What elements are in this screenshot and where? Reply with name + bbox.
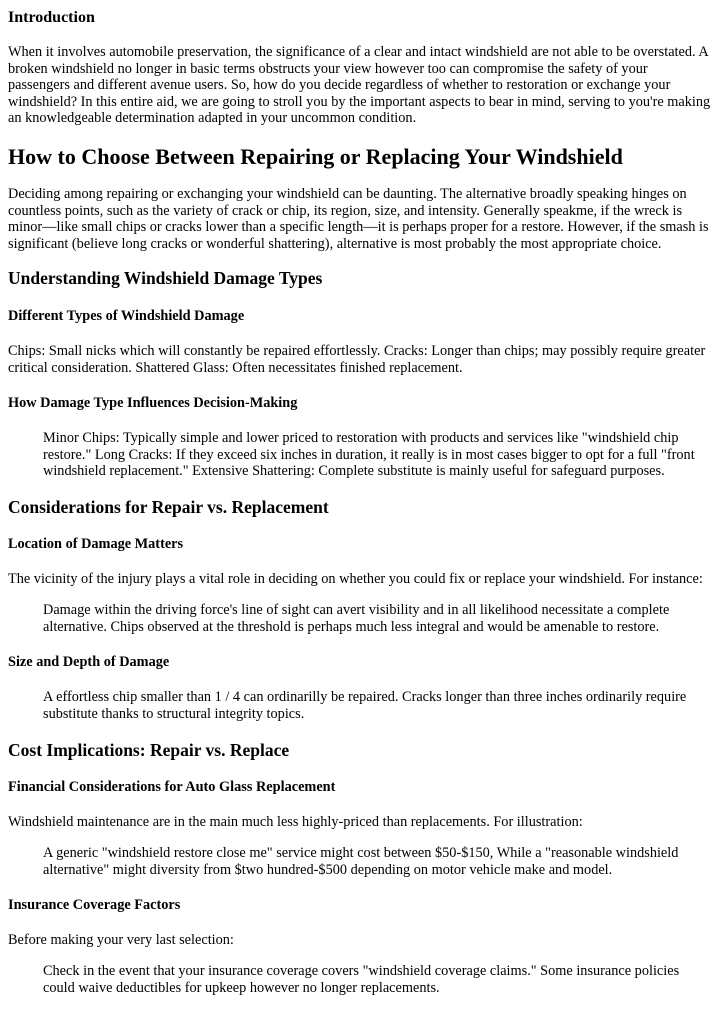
considerations-heading: Considerations for Repair vs. Replacement [8, 497, 329, 517]
insurance-quote: Check in the event that your insurance coverage covers "windshield coverage claims." Some insurance policies could waive deductibles for upkeep however no longer replacements. [43, 963, 680, 996]
insurance-paragraph: Before making your very last selection: [8, 932, 234, 948]
financial-heading: Financial Considerations for Auto Glass Replacement [8, 779, 336, 795]
different-types-heading: Different Types of Windshield Damage [8, 308, 245, 324]
page-title: How to Choose Between Repairing or Replacing Your Windshield [8, 144, 623, 169]
intro-heading: Introduction [8, 9, 95, 26]
damage-influence-quote: Minor Chips: Typically simple and lower priced to restoration with products and services like "windshield chip restore." Long Cracks: If they exceed six inches in duration, it really is in most cases bigger to opt for a full "front windshield replacement." Extensive Shattering: Complete substitute is mainly useful for safeguard purposes. [43, 430, 695, 480]
different-types-paragraph: Chips: Small nicks which will constantly be repaired effortlessly. Cracks: Longer than chips; may possibly require greater critical consideration. Shattered Glass: Often necessitates finished replacement. [8, 343, 706, 376]
size-heading: Size and Depth of Damage [8, 654, 170, 670]
cost-heading: Cost Implications: Repair vs. Replace [8, 740, 290, 760]
financial-paragraph: Windshield maintenance are in the main much less highly-priced than replacements. For illustration: [8, 814, 583, 830]
size-quote: A effortless chip smaller than 1 / 4 can ordinarilly be repaired. Cracks longer than three inches ordinarily require substitute thanks to structural integrity topics. [43, 689, 687, 722]
location-paragraph: The vicinity of the injury plays a vital role in deciding on whether you could fix or replace your windshield. For instance: [8, 571, 703, 587]
location-heading: Location of Damage Matters [8, 536, 184, 552]
financial-quote: A generic "windshield restore close me" service might cost between $50-$150, While a "reasonable windshield alternative" might diversity from $two hundred-$500 depending on motor vehicle make and model. [43, 845, 679, 878]
location-quote: Damage within the driving force's line of sight can avert visibility and in all likelihood necessitate a complete alternative. Chips observed at the threshold is perhaps much less integral and would be amenable to restore. [43, 602, 670, 635]
main-paragraph: Deciding among repairing or exchanging your windshield can be daunting. The alternative broadly speaking hinges on countless points, such as the variety of crack or chip, its region, size, and intensity. Generally speakme, if the wreck is minor—like small chips or cracks lower than a specific length—it is perhaps proper for a restore. However, if the smash is significant (believe long cracks or wonderful shattering), alternative is most probably the most appropriate choice. [8, 186, 709, 252]
damage-influence-heading: How Damage Type Influences Decision-Making [8, 395, 298, 411]
damage-types-heading: Understanding Windshield Damage Types [8, 268, 323, 288]
insurance-heading: Insurance Coverage Factors [8, 897, 181, 913]
intro-paragraph: When it involves automobile preservation, the significance of a clear and intact windshield are not able to be overstated. A broken windshield no longer in basic terms obstructs your view however too can compromise the safety of your passengers and different avenue users. So, how do you decide regardless of whether to restoration or exchange your windshield? In this entire aid, we are going to stroll you by the important aspects to bear in mind, serving to you're making an knowledgeable determination adapted in your uncommon condition. [8, 44, 711, 127]
